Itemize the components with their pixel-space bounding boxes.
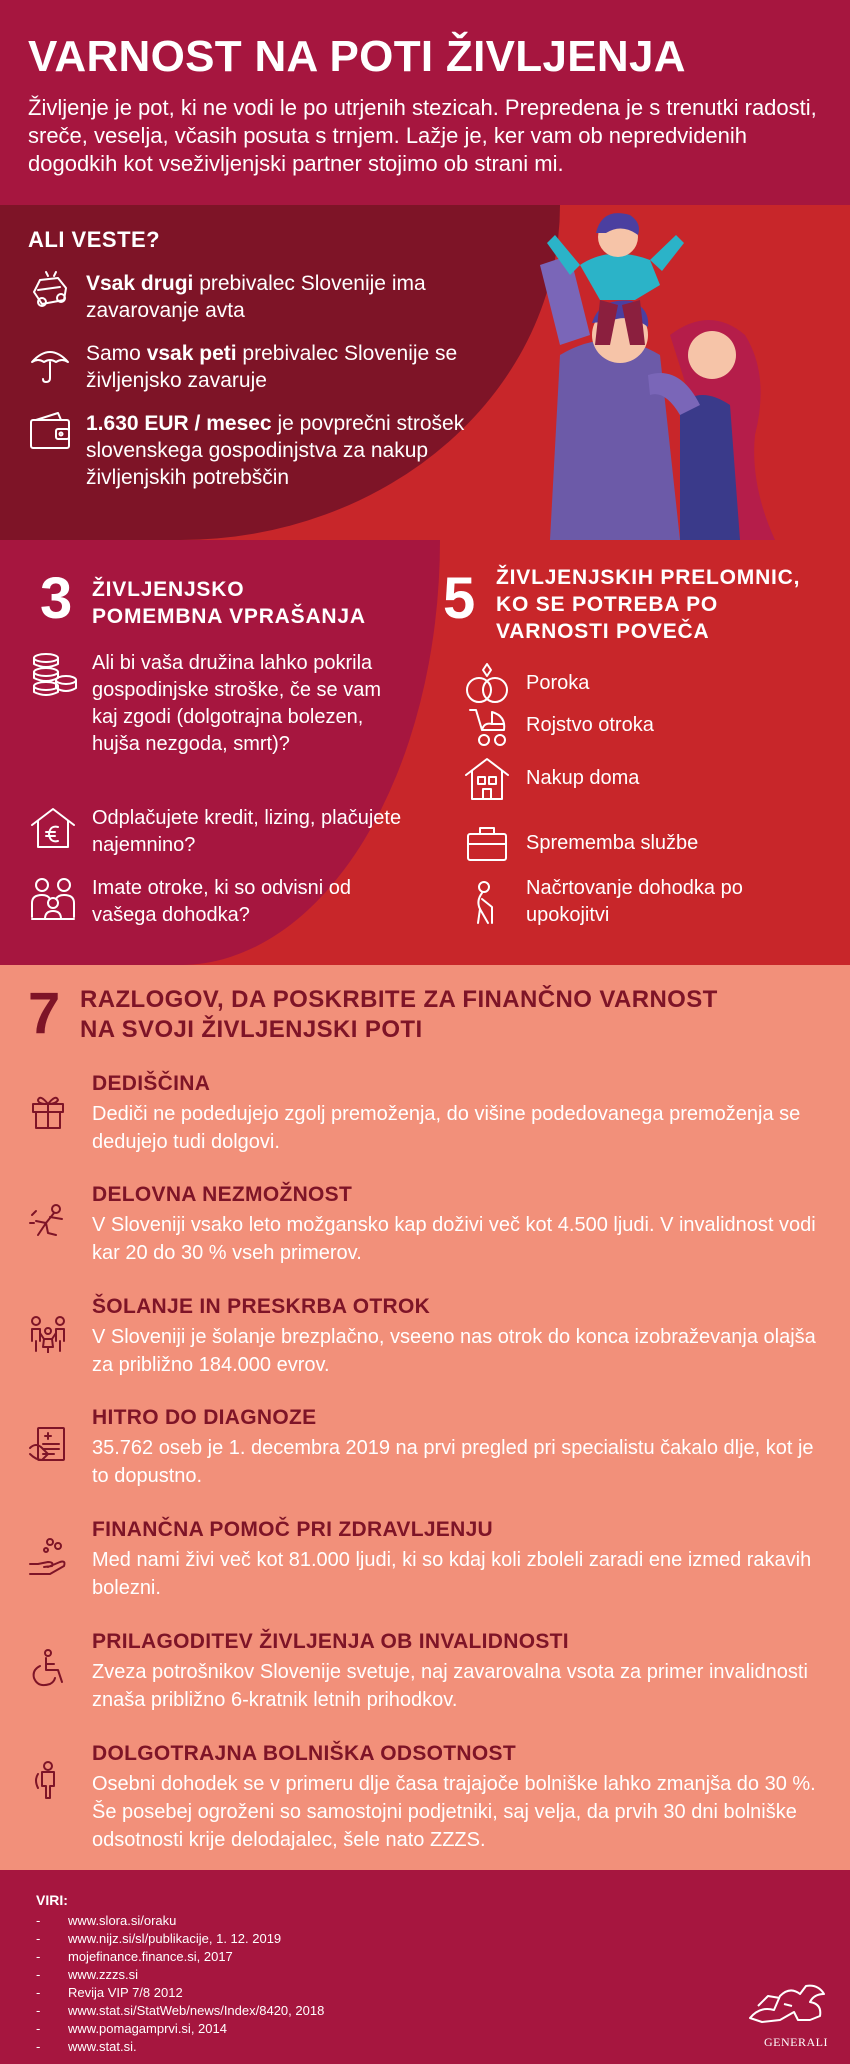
did-you-know-section	[0, 205, 850, 540]
source-item: - Revija VIP 7/8 2012	[36, 1985, 183, 2000]
coins-icon	[28, 650, 78, 696]
milestones-title: ŽIVLJENJSKIH PRELOMNIC, KO SE POTREBA PO VARNOSTI POVEČA	[496, 566, 801, 643]
family-icon	[28, 875, 78, 921]
sources-list	[36, 1912, 324, 2056]
source-item: - www.slora.si/oraku	[36, 1913, 177, 1928]
reasons-title: RAZLOGOV, DA POSKRBITE ZA FINANČNO VARNOST NA SVOJI ŽIVLJENJSKI POTI	[80, 986, 718, 1043]
reason-body: 35.762 oseb je 1. decembra 2019 na prvi pregled pri specialistu čakalo dlje, kot je to dopustno.	[92, 1437, 814, 1487]
question-text: Odplačujete kredit, lizing, plačujete najemnino?	[92, 807, 402, 856]
fact-text: Vsak drugi prebivalec Slovenije ima zavarovanje avta	[86, 272, 426, 322]
reason-body: V Sloveniji vsako leto možgansko kap doživi več kot 4.500 ljudi. V invalidnost vodi kar 20 do 30 % vseh primerov.	[92, 1214, 816, 1264]
patient-icon	[28, 1760, 68, 1800]
wallet-icon	[28, 410, 72, 454]
source-item: - www.stat.si/StatWeb/news/Index/8420, 2018	[36, 2003, 325, 2018]
reason-body: Dediči ne podedujejo zgolj premoženja, do višine podedovanega premoženja se dedujejo tudi dolgovi.	[92, 1103, 801, 1153]
milestone-item	[462, 820, 698, 866]
reason-body: Zveza potrošnikov Slovenije svetuje, naj zavarovalna vsota za primer invalidnosti znaša približno 6-kratnik letnih prihodkov.	[92, 1661, 808, 1711]
family-illustration	[500, 205, 850, 540]
source-item: - mojefinance.finance.si, 2017	[36, 1949, 233, 1964]
medical-form-icon	[28, 1424, 68, 1464]
rings-icon	[462, 660, 512, 706]
question-text: Imate otroke, ki so odvisni od vašega dohodka?	[92, 877, 352, 926]
milestone-text: Nakup doma	[526, 766, 640, 789]
milestone-text: Poroka	[526, 671, 590, 694]
elderly-icon	[462, 879, 512, 925]
fact-text: Samo vsak peti prebivalec Slovenije se življenjsko zavaruje	[86, 342, 458, 392]
reason-heading: ŠOLANJE IN PRESKRBA OTROK	[92, 1295, 431, 1318]
question-item	[28, 650, 408, 758]
reason-body: V Sloveniji je šolanje brezplačno, vseeno nas otrok do konca izobraževanja olajša za približno 184.000 evrov.	[92, 1326, 816, 1376]
briefcase-icon	[462, 820, 512, 866]
reason-heading: DELOVNA NEZMOŽNOST	[92, 1183, 353, 1206]
milestone-item	[462, 660, 589, 706]
milestone-item	[462, 702, 654, 748]
questions-milestones-section	[0, 540, 850, 965]
header	[0, 0, 850, 210]
falling-person-icon	[28, 1201, 68, 1241]
gift-icon	[28, 1090, 68, 1130]
helping-hand-icon	[28, 1536, 68, 1576]
reason-body: Osebni dohodek se v primeru dlje časa trajajoče bolniške lahko zmanjša do 30 %. Še posebej ogroženi so samostojni podjetniki, saj velja, da prvih 30 dni bolniške odsotnosti krije delodajalec, šele nato ZZZS.	[92, 1773, 816, 1851]
house-euro-icon	[28, 805, 78, 851]
question-item	[28, 875, 408, 929]
intro-text: Življenje je pot, ki ne vodi le po utrjenih stezicah. Prepredena je s trenutki radosti, sreče, veselja, včasih posuta s trnjem. Lažje je, ker vam ob nepredvidenih dogodkih kot vseživljenjski partner stojimo ob strani mi.	[28, 95, 817, 176]
question-item	[28, 805, 408, 859]
reasons-number: 7	[28, 981, 61, 1046]
reason-heading: DEDIŠČINA	[92, 1072, 211, 1095]
milestone-text: Sprememba službe	[526, 831, 699, 854]
fact-text: 1.630 EUR / mesec je povprečni strošek slovenskega gospodinjstva za nakup življenjskih potrebščin	[86, 412, 465, 489]
source-item: - www.nijz.si/sl/publikacije, 1. 12. 2019	[36, 1931, 282, 1946]
car-crash-icon	[28, 270, 72, 314]
reason-body: Med nami živi več kot 81.000 ljudi, ki so kdaj koli zboleli zaradi ene izmed rakavih bolezni.	[92, 1549, 812, 1599]
fact-item	[28, 410, 468, 491]
wheelchair-icon	[28, 1648, 68, 1688]
reasons-section	[0, 965, 850, 1870]
reason-heading: FINANČNA POMOČ PRI ZDRAVLJENJU	[92, 1518, 494, 1541]
sources-title: VIRI:	[36, 1892, 68, 1908]
milestones-number: 5	[443, 566, 476, 631]
questions-number: 3	[40, 566, 73, 631]
children-icon	[28, 1313, 68, 1353]
logo-text: GENERALI	[764, 2035, 828, 2049]
page-title: VARNOST NA POTI ŽIVLJENJA	[28, 32, 686, 81]
fact-item	[28, 340, 468, 394]
section-title: ALI VESTE?	[28, 227, 161, 252]
milestone-text: Načrtovanje dohodka po upokojitvi	[526, 877, 743, 926]
reason-heading: PRILAGODITEV ŽIVLJENJA OB INVALIDNOSTI	[92, 1630, 569, 1653]
stroller-icon	[462, 702, 512, 748]
source-item: - www.zzzs.si	[36, 1967, 139, 1982]
source-item: - www.stat.si.	[36, 2039, 137, 2054]
source-item: - www.pomagamprvi.si, 2014	[36, 2021, 227, 2036]
milestone-item	[462, 875, 766, 929]
umbrella-icon	[28, 340, 72, 384]
reason-heading: DOLGOTRAJNA BOLNIŠKA ODSOTNOST	[92, 1742, 516, 1765]
milestone-text: Rojstvo otroka	[526, 713, 654, 736]
home-icon	[462, 755, 512, 801]
reason-heading: HITRO DO DIAGNOZE	[92, 1406, 317, 1429]
milestone-item	[462, 755, 639, 801]
fact-item	[28, 270, 468, 324]
sources-footer	[0, 1870, 850, 2064]
question-text: Ali bi vaša družina lahko pokrila gospodinjske stroške, če se vam kaj zgodi (dolgotrajna bolezen, hujša nezgoda, smrt)?	[92, 652, 382, 755]
questions-title: ŽIVLJENJSKO POMEMBNA VPRAŠANJA	[92, 578, 366, 628]
